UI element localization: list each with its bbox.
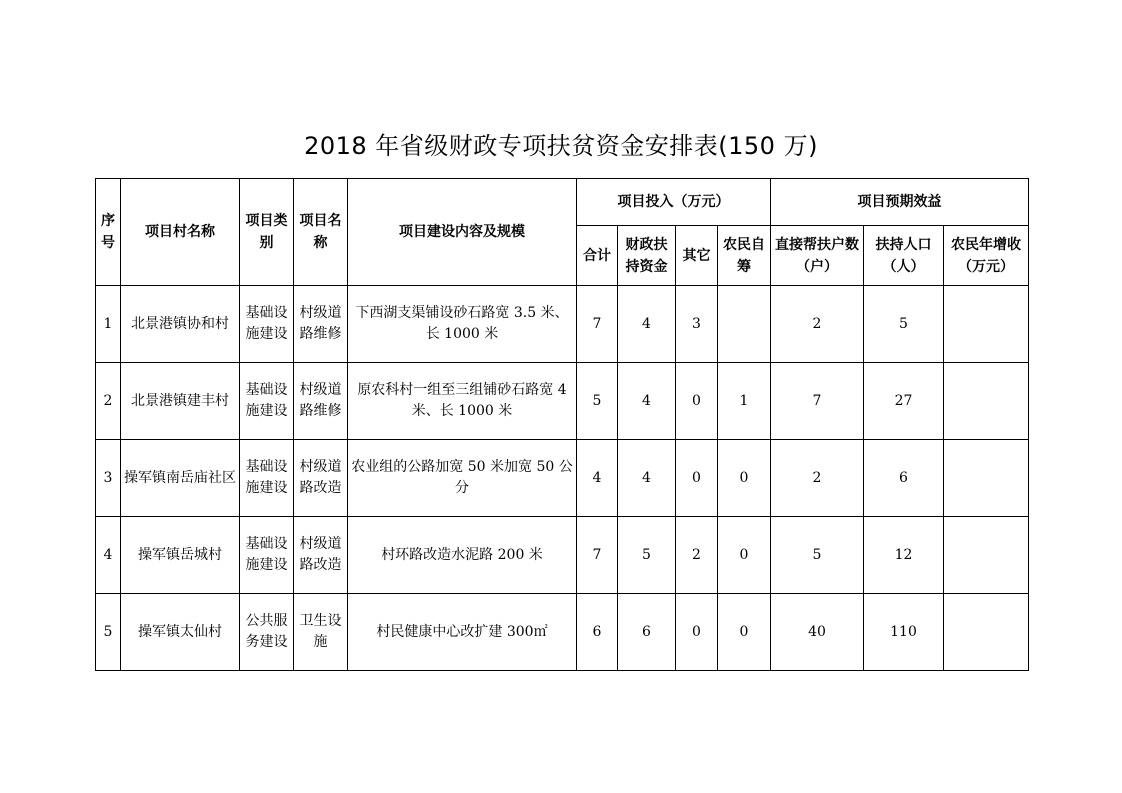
table-row (96, 517, 1029, 594)
cell-content: 村民健康中心改扩建 300㎡ (348, 594, 577, 671)
cell-fiscal: 4 (618, 286, 676, 363)
table-row (96, 440, 1029, 517)
cell-self-raised: 0 (718, 517, 771, 594)
header-benefit-group: 项目预期效益 (771, 179, 1029, 226)
cell-self-raised: 0 (718, 440, 771, 517)
cell-income-increase (944, 594, 1029, 671)
header-fiscal: 财政扶持资金 (618, 226, 676, 286)
cell-total: 5 (577, 363, 618, 440)
cell-fiscal: 4 (618, 440, 676, 517)
cell-population: 110 (864, 594, 944, 671)
cell-village: 操军镇太仙村 (121, 594, 240, 671)
cell-population: 27 (864, 363, 944, 440)
cell-content: 原农科村一组至三组铺砂石路宽 4 米、长 1000 米 (348, 363, 577, 440)
cell-population: 12 (864, 517, 944, 594)
cell-seq: 1 (96, 286, 121, 363)
header-row-1 (96, 179, 1029, 226)
cell-category: 基础设施建设 (240, 517, 294, 594)
table-row (96, 594, 1029, 671)
header-village: 项目村名称 (121, 179, 240, 286)
cell-income-increase (944, 363, 1029, 440)
cell-other: 0 (676, 594, 718, 671)
cell-project-name: 村级道路改造 (294, 517, 348, 594)
cell-self-raised: 0 (718, 594, 771, 671)
cell-households: 2 (771, 286, 864, 363)
cell-project-name: 村级道路改造 (294, 440, 348, 517)
cell-other: 0 (676, 363, 718, 440)
cell-village: 操军镇岳城村 (121, 517, 240, 594)
header-category: 项目类别 (240, 179, 294, 286)
table-row (96, 286, 1029, 363)
cell-project-name: 卫生设施 (294, 594, 348, 671)
cell-households: 5 (771, 517, 864, 594)
header-population: 扶持人口（人） (864, 226, 944, 286)
cell-households: 7 (771, 363, 864, 440)
cell-category: 基础设施建设 (240, 363, 294, 440)
cell-content: 农业组的公路加宽 50 米加宽 50 公分 (348, 440, 577, 517)
cell-self-raised: 1 (718, 363, 771, 440)
cell-seq: 4 (96, 517, 121, 594)
header-seq: 序号 (96, 179, 121, 286)
table-row (96, 363, 1029, 440)
cell-other: 3 (676, 286, 718, 363)
header-income-increase: 农民年增收（万元） (944, 226, 1029, 286)
cell-category: 基础设施建设 (240, 440, 294, 517)
cell-seq: 5 (96, 594, 121, 671)
cell-category: 公共服务建设 (240, 594, 294, 671)
cell-fiscal: 6 (618, 594, 676, 671)
cell-village: 北景港镇建丰村 (121, 363, 240, 440)
header-project-name: 项目名称 (294, 179, 348, 286)
cell-village: 北景港镇协和村 (121, 286, 240, 363)
cell-income-increase (944, 517, 1029, 594)
cell-total: 4 (577, 440, 618, 517)
cell-category: 基础设施建设 (240, 286, 294, 363)
cell-population: 5 (864, 286, 944, 363)
cell-income-increase (944, 286, 1029, 363)
cell-content: 村环路改造水泥路 200 米 (348, 517, 577, 594)
cell-project-name: 村级道路维修 (294, 286, 348, 363)
header-total: 合计 (577, 226, 618, 286)
header-other: 其它 (676, 226, 718, 286)
cell-total: 7 (577, 286, 618, 363)
cell-households: 2 (771, 440, 864, 517)
funding-table (95, 178, 1029, 671)
cell-seq: 3 (96, 440, 121, 517)
cell-self-raised (718, 286, 771, 363)
cell-income-increase (944, 440, 1029, 517)
header-content: 项目建设内容及规模 (348, 179, 577, 286)
cell-total: 7 (577, 517, 618, 594)
cell-other: 0 (676, 440, 718, 517)
cell-village: 操军镇南岳庙社区 (121, 440, 240, 517)
cell-other: 2 (676, 517, 718, 594)
document-title: 2018 年省级财政专项扶贫资金安排表(150 万) (304, 132, 818, 160)
header-investment-group: 项目投入（万元） (577, 179, 771, 226)
cell-fiscal: 5 (618, 517, 676, 594)
cell-content: 下西湖支渠铺设砂石路宽 3.5 米、长 1000 米 (348, 286, 577, 363)
cell-fiscal: 4 (618, 363, 676, 440)
cell-project-name: 村级道路维修 (294, 363, 348, 440)
cell-total: 6 (577, 594, 618, 671)
cell-population: 6 (864, 440, 944, 517)
header-households: 直接帮扶户数（户） (771, 226, 864, 286)
header-self-raised: 农民自筹 (718, 226, 771, 286)
cell-seq: 2 (96, 363, 121, 440)
cell-households: 40 (771, 594, 864, 671)
